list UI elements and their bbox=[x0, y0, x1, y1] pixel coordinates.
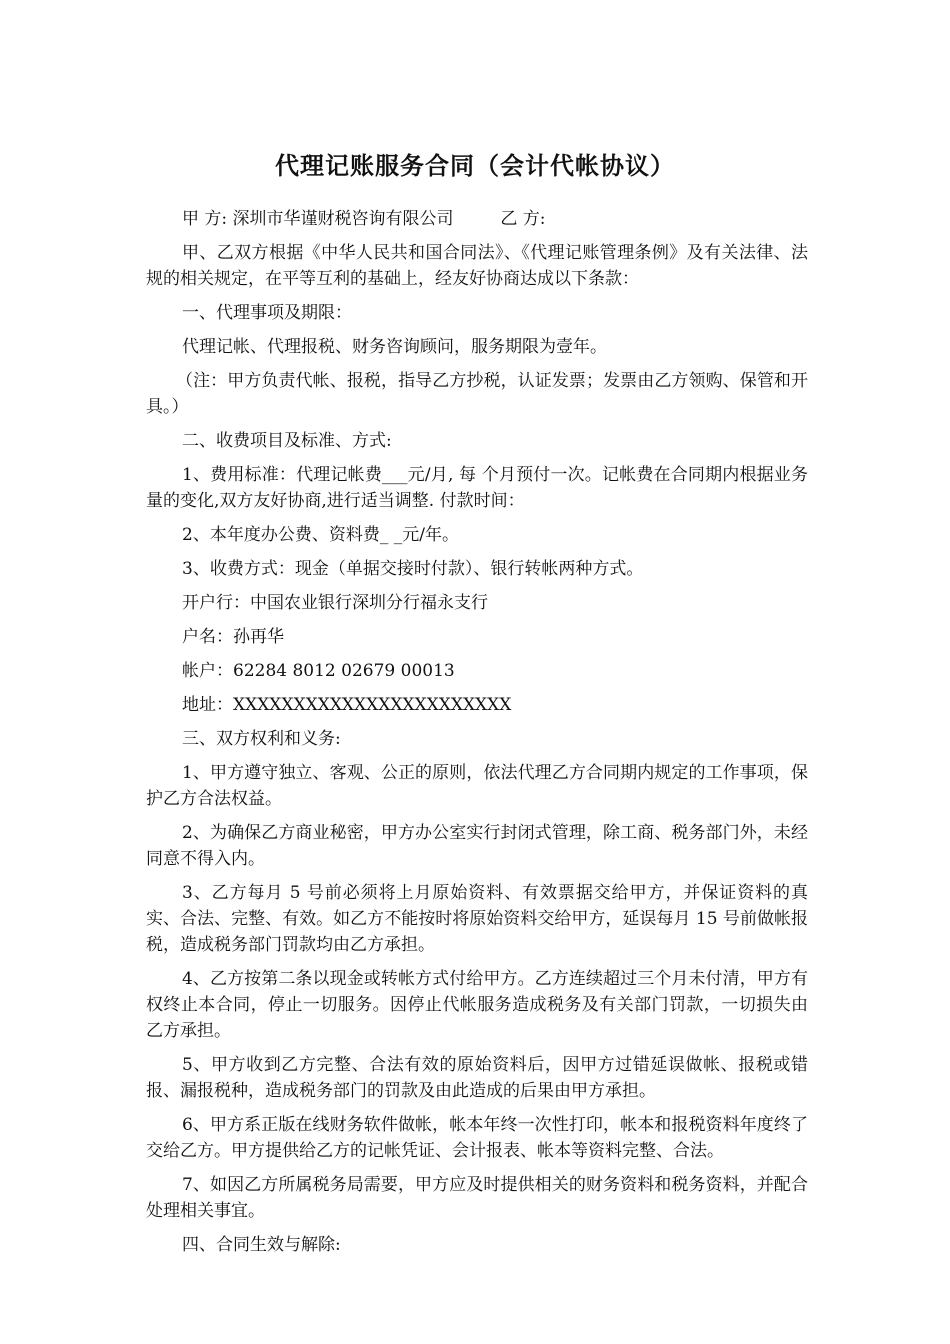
paragraph: 1、费用标准：代理记帐费___元/月, 每 个月预付一次。记帐费在合同期内根据业务量的变化,双方友好协商,进行适当调整. 付款时间： bbox=[146, 465, 808, 511]
account-number: 帐户：62284 8012 02679 00013 bbox=[182, 661, 455, 681]
party-b-label: 乙 方: bbox=[500, 209, 546, 229]
section-heading-1: 一、代理事项及期限： bbox=[182, 303, 352, 323]
paragraph: 代理记帐、代理报税、财务咨询顾问，服务期限为壹年。 bbox=[182, 337, 607, 357]
account-holder: 户名：孙再华 bbox=[182, 627, 284, 647]
document-title: 代理记账服务合同（会计代帐协议） bbox=[275, 152, 675, 180]
paragraph: 6、甲方系正版在线财务软件做帐，帐本年终一次性打印，帐本和报税资料年度终了交给乙方。甲方提供给乙方的记帐凭证、会计报表、帐本等资料完整、合法。 bbox=[146, 1115, 808, 1161]
section-heading-3: 三、双方权利和义务: bbox=[182, 729, 341, 749]
bank-name: 开户行：中国农业银行深圳分行福永支行 bbox=[182, 593, 488, 613]
paragraph: 7、如因乙方所属税务局需要，甲方应及时提供相关的财务资料和税务资料，并配合处理相关事宜。 bbox=[146, 1175, 808, 1221]
paragraph: 2、为确保乙方商业秘密，甲方办公室实行封闭式管理，除工商、税务部门外，未经同意不得入内。 bbox=[146, 823, 808, 869]
paragraph: 3、收费方式：现金（单据交接时付款）、银行转帐两种方式。 bbox=[182, 559, 644, 579]
paragraph: 2、本年度办公费、资料费_ _元/年。 bbox=[182, 525, 459, 545]
party-a-name: 深圳市华谨财税咨询有限公司 bbox=[232, 209, 454, 229]
section-heading-2: 二、收费项目及标准、方式: bbox=[182, 431, 392, 451]
paragraph-note: （注：甲方负责代帐、报税，指导乙方抄税，认证发票；发票由乙方领购、保管和开具。） bbox=[146, 371, 808, 417]
party-a-label: 甲 方: bbox=[182, 209, 228, 229]
paragraph: 5、甲方收到乙方完整、合法有效的原始资料后，因甲方过错延误做帐、报税或错报、漏报税种，造成税务部门的罚款及由此造成的后果由甲方承担。 bbox=[146, 1055, 808, 1101]
paragraph-preamble: 甲、乙双方根据《中华人民共和国合同法》、《代理记账管理条例》及有关法律、法规的相关规定，在平等互利的基础上，经友好协商达成以下条款： bbox=[146, 243, 808, 289]
document-body bbox=[146, 206, 808, 1266]
section-heading-4: 四、合同生效与解除: bbox=[182, 1235, 341, 1255]
paragraph: 3、乙方每月 5 号前必须将上月原始资料、有效票据交给甲方，并保证资料的真实、合法、完整、有效。如乙方不能按时将原始资料交给甲方，延误每月 15 号前做帐报税，造成税务部门罚款均由乙方承担。 bbox=[146, 883, 808, 955]
paragraph: 4、乙方按第二条以现金或转帐方式付给甲方。乙方连续超过三个月未付清，甲方有权终止本合同，停止一切服务。因停止代帐服务造成税务及有关部门罚款，一切损失由乙方承担。 bbox=[146, 969, 808, 1041]
party-line bbox=[146, 206, 808, 232]
paragraph: 1、甲方遵守独立、客观、公正的原则，依法代理乙方合同期内规定的工作事项，保护乙方合法权益。 bbox=[146, 763, 808, 809]
address: 地址：XXXXXXXXXXXXXXXXXXXXXXX bbox=[182, 695, 512, 715]
